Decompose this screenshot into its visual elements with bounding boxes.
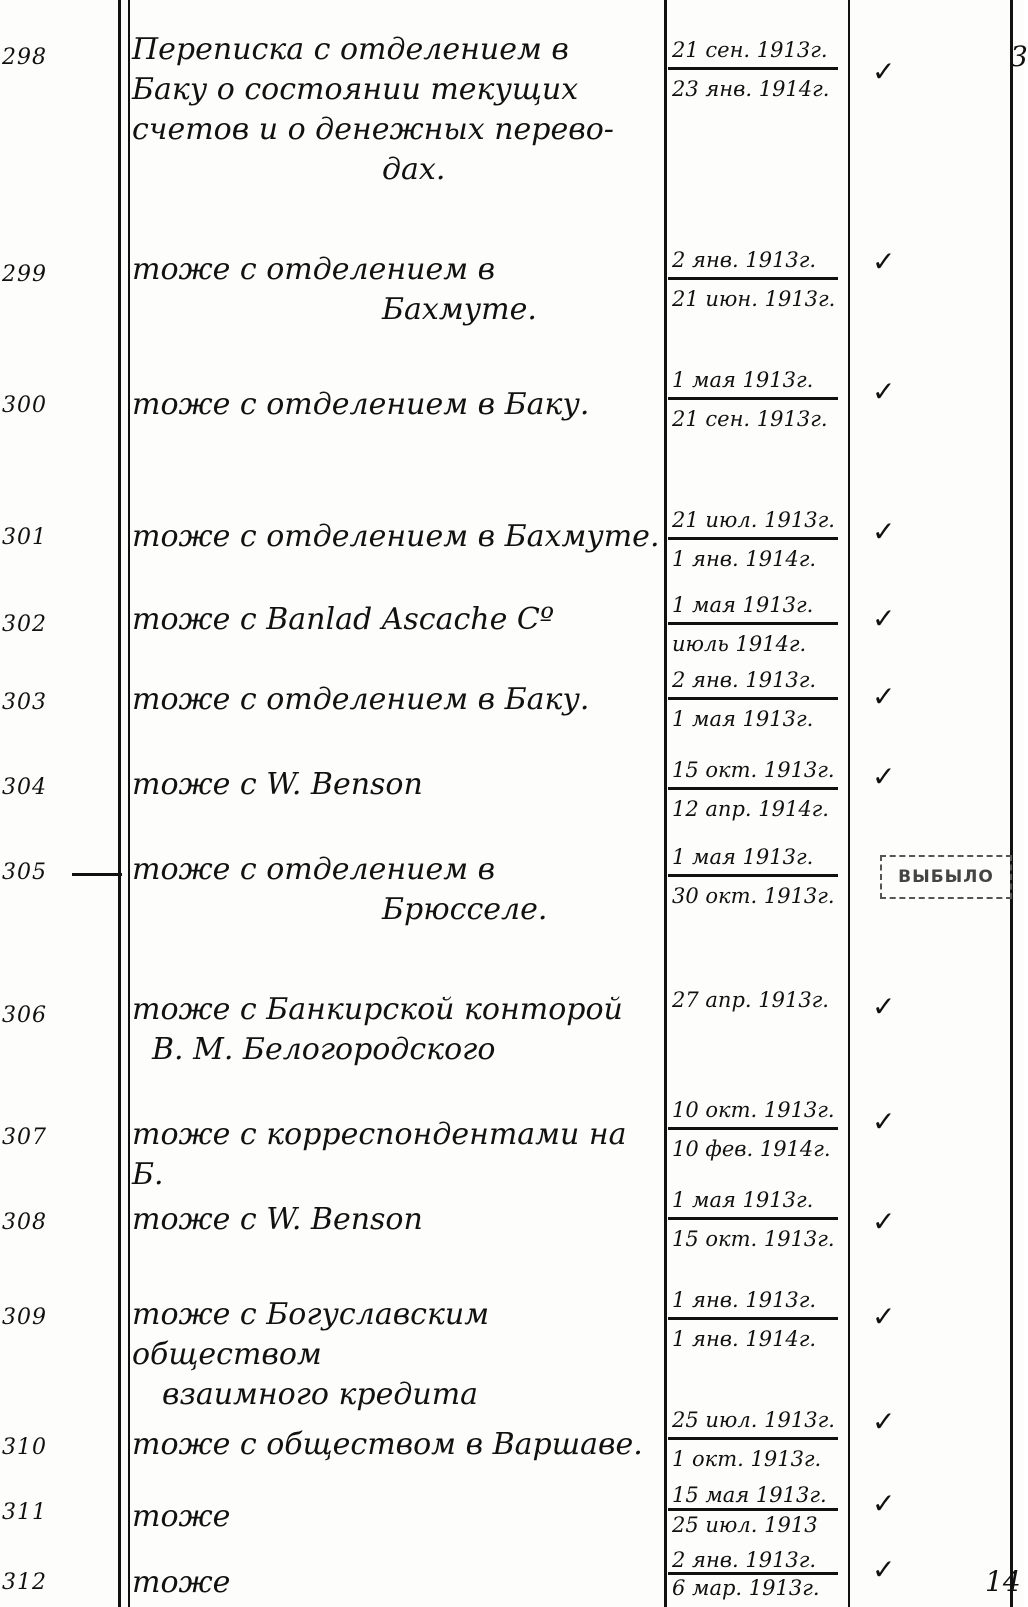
check-mark: ✓ [872, 375, 896, 408]
entry-description: тоже с W. Benson [132, 1202, 423, 1237]
entry-dates: 1 мая 1913г. 30 окт. 1913г. [668, 842, 840, 911]
entry-description: тоже с Banlad Ascache Cº [132, 602, 554, 637]
entry-number: 309 [2, 1305, 47, 1330]
check-mark: ✓ [872, 1487, 896, 1520]
entry-description: тоже [132, 1565, 231, 1600]
entry-description: тоже с отделением в Баку. [132, 682, 590, 717]
corner-page-number-bottom: 14 [985, 1565, 1021, 1598]
entry-number: 305 [2, 860, 47, 885]
entry-description: тоже с W. Benson [132, 767, 423, 802]
corner-page-number-top: 3 [1010, 40, 1028, 73]
entry-description: тоже с отделением в Бахмуте. [132, 252, 537, 327]
entry-dates: 15 мая 1913г. 25 июл. 1913 [668, 1482, 840, 1537]
check-mark: ✓ [872, 1205, 896, 1238]
check-mark: ✓ [872, 1300, 896, 1333]
entry-dates: 2 янв. 1913г. 21 июн. 1913г. [668, 245, 840, 314]
entry-dates: 21 июл. 1913г. 1 янв. 1914г. [668, 505, 840, 574]
entry-number: 311 [2, 1500, 47, 1525]
entry-number: 298 [2, 45, 47, 70]
check-mark: ✓ [872, 680, 896, 713]
check-mark: ✓ [872, 55, 896, 88]
entry-dates: 27 апр. 1913г. [672, 988, 829, 1012]
entry-number: 306 [2, 1003, 47, 1028]
check-mark: ✓ [872, 515, 896, 548]
entry-description: тоже с отделением в Брюсселе. [132, 852, 548, 927]
entry-dates: 25 июл. 1913г. 1 окт. 1913г. [668, 1405, 840, 1474]
entry-dates: 1 мая 1913г. июль 1914г. [668, 590, 840, 659]
check-mark: ✓ [872, 760, 896, 793]
withdrawn-stamp: ВЫБЫЛО [880, 855, 1012, 899]
entry-number: 304 [2, 775, 47, 800]
entry-dates: 1 мая 1913г. 21 сен. 1913г. [668, 365, 840, 434]
dates-left-rule [664, 0, 667, 1607]
entry-number: 310 [2, 1435, 47, 1460]
check-mark: ✓ [872, 1553, 896, 1586]
entry-number: 308 [2, 1210, 47, 1235]
entry-number: 299 [2, 262, 47, 287]
entry-number: 302 [2, 612, 47, 637]
check-mark: ✓ [872, 990, 896, 1023]
left-margin-rule [118, 0, 121, 1607]
entry-description: тоже с Банкирской конторой В. М. Белогородского [132, 992, 623, 1067]
entry-dates: 2 янв. 1913г. 6 мар. 1913г. [668, 1548, 840, 1599]
entry-dates: 1 янв. 1913г. 1 янв. 1914г. [668, 1285, 840, 1354]
check-mark: ✓ [872, 602, 896, 635]
entry-dates: 21 сен. 1913г. 23 янв. 1914г. [668, 35, 840, 104]
desc-left-rule [128, 0, 130, 1607]
entry-description: Переписка с отделением в Баку о состоянии текущих счетов и о денежных перево- дах. [132, 32, 614, 187]
entry-description: тоже с отделением в Баку. [132, 387, 590, 422]
entry-number: 300 [2, 393, 47, 418]
dates-right-rule [848, 0, 850, 1607]
right-edge-rule [1010, 0, 1013, 1607]
entry-dates: 15 окт. 1913г. 12 апр. 1914г. [668, 755, 840, 824]
entry-dates: 2 янв. 1913г. 1 мая 1913г. [668, 665, 840, 734]
check-mark: ✓ [872, 1105, 896, 1138]
withdrawal-dash [72, 873, 122, 876]
entry-dates: 1 мая 1913г. 15 окт. 1913г. [668, 1185, 840, 1254]
entry-dates: 10 окт. 1913г. 10 фев. 1914г. [668, 1095, 840, 1164]
check-mark: ✓ [872, 1405, 896, 1438]
entry-description: тоже с корреспондентами на Б. [132, 1117, 627, 1192]
entry-number: 307 [2, 1125, 47, 1150]
entry-description: тоже с Богуславским обществом взаимного кредита [132, 1297, 490, 1412]
entry-description: тоже с обществом в Варшаве. [132, 1427, 643, 1462]
entry-number: 312 [2, 1570, 47, 1595]
entry-description: тоже с отделением в Бахмуте. [132, 519, 660, 554]
entry-description: тоже [132, 1499, 231, 1534]
entry-number: 303 [2, 690, 47, 715]
entry-number: 301 [2, 525, 47, 550]
check-mark: ✓ [872, 245, 896, 278]
